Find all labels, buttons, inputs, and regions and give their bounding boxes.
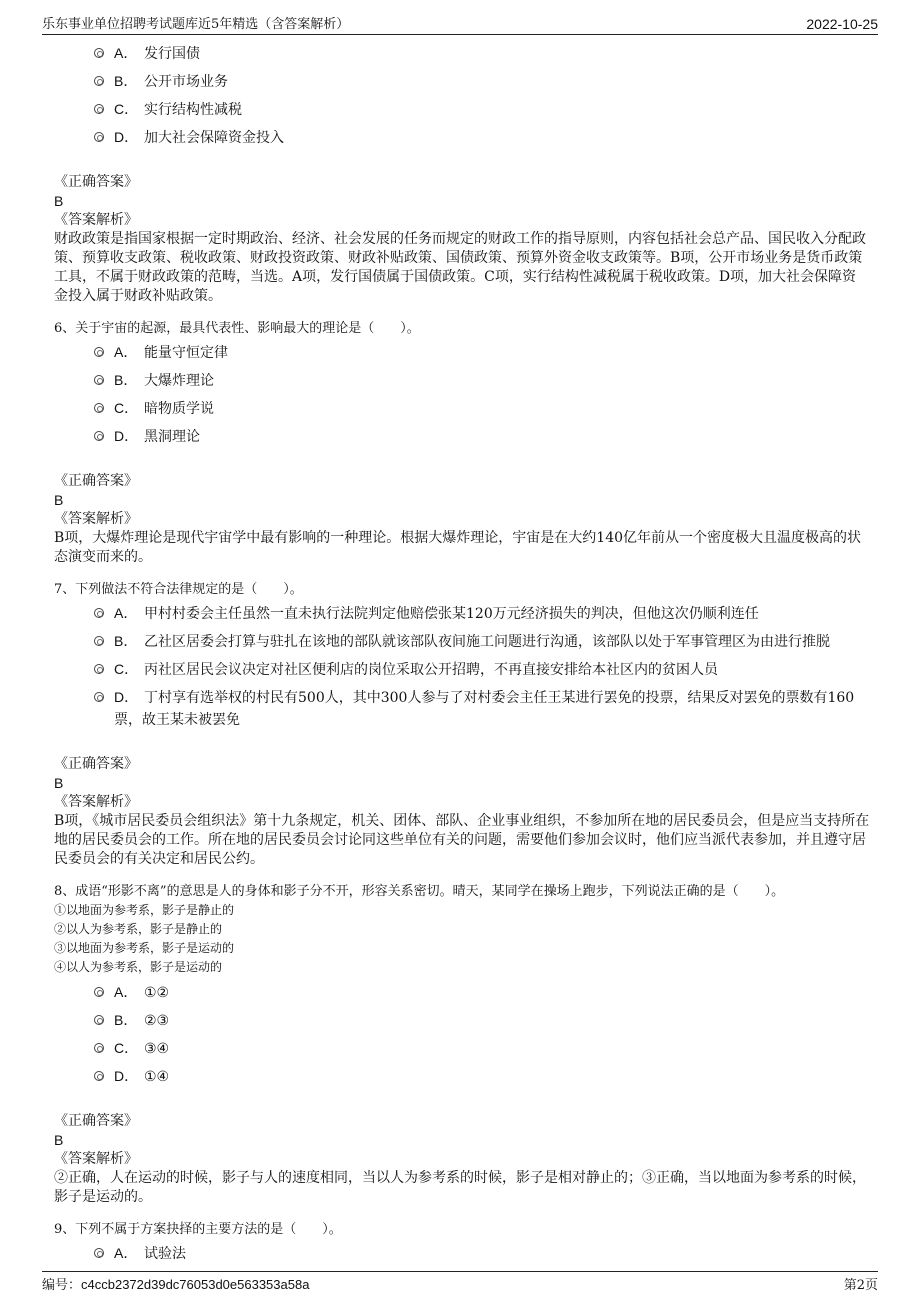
q9-option-a[interactable]: A． 试验法 (54, 1242, 870, 1265)
q7-analysis-label: 《答案解析》 (54, 794, 138, 810)
q9-options (54, 1242, 870, 1265)
q6-answer: B (54, 492, 64, 508)
radio-icon[interactable] (94, 104, 104, 114)
q8-option-d[interactable]: D． ①④ (54, 1065, 870, 1088)
q8-statement-3: ③以地面为参考系，影子是运动的 (54, 941, 235, 955)
radio-icon[interactable] (94, 347, 104, 357)
q6-option-b[interactable]: B． 大爆炸理论 (54, 369, 870, 392)
q8-option-c[interactable]: C． ③④ (54, 1037, 870, 1060)
q6-option-d[interactable]: D． 黑洞理论 (54, 425, 870, 448)
q5-option-a[interactable]: A． 发行国债 (54, 42, 870, 65)
q6-analysis-label: 《答案解析》 (54, 511, 138, 527)
radio-icon[interactable] (94, 76, 104, 86)
q7-option-a[interactable]: A． 甲村村委会主任虽然一直未执行法院判定他赔偿张某120万元经济损失的判决，但他这次仍顺利连任 (54, 602, 870, 625)
q8-question: 8、成语“形影不离”的意思是人的身体和影子分不开，形容关系密切。晴天，某同学在操场上跑步，下列说法正确的是（ ）。 (54, 884, 785, 899)
radio-icon[interactable] (94, 403, 104, 413)
q6-option-c[interactable]: C． 暗物质学说 (54, 397, 870, 420)
q5-analysis-label: 《答案解析》 (54, 212, 138, 228)
q7-option-d[interactable]: D． 丁村享有选举权的村民有500人，其中300人参与了对村委会主任王某进行罢免的投票，结果反对罢免的票数有160票，故王某未被罢免 (54, 686, 870, 731)
q8-option-a[interactable]: A． ①② (54, 981, 870, 1004)
q5-option-c[interactable]: C． 实行结构性减税 (54, 98, 870, 121)
radio-icon[interactable] (94, 1248, 104, 1258)
q6-correct-label: 《正确答案》 (54, 473, 138, 489)
q7-option-b[interactable]: B． 乙社区居委会打算与驻扎在该地的部队就该部队夜间施工问题进行沟通，该部队以处于军事管理区为由进行推脱 (54, 630, 870, 653)
radio-icon[interactable] (94, 664, 104, 674)
page-number: 第2页 (843, 1278, 878, 1293)
q5-option-d[interactable]: D． 加大社会保障资金投入 (54, 126, 870, 149)
page-header (42, 12, 878, 35)
q5-correct-label: 《正确答案》 (54, 174, 138, 190)
radio-icon[interactable] (94, 1043, 104, 1053)
q5-answer: B (54, 193, 64, 209)
radio-icon[interactable] (94, 608, 104, 618)
document-code: 编号：c4ccb2372d39dc76053d0e563353a58a (42, 1277, 310, 1292)
q8-statement-2: ②以人为参考系，影子是静止的 (54, 922, 223, 936)
q8-analysis: ②正确，人在运动的时候，影子与人的速度相同，当以人为参考系的时候，影子是相对静止的；③正确，当以地面为参考系的时候，影子是运动的。 (54, 1170, 866, 1205)
document-title: 乐东事业单位招聘考试题库近5年精选（含答案解析） (42, 17, 350, 32)
page-footer (42, 1271, 878, 1293)
radio-icon[interactable] (94, 1071, 104, 1081)
q7-answer: B (54, 775, 64, 791)
q6-option-a[interactable]: A． 能量守恒定律 (54, 341, 870, 364)
radio-icon[interactable] (94, 431, 104, 441)
q8-options (54, 981, 870, 1088)
q8-option-b[interactable]: B． ②③ (54, 1009, 870, 1032)
q8-analysis-label: 《答案解析》 (54, 1151, 138, 1167)
q5-analysis: 财政政策是指国家根据一定时期政治、经济、社会发展的任务而规定的财政工作的指导原则，内容包括社会总产品、国民收入分配政策、预算收支政策、税收政策、财政投资政策、财政补贴政策、国债政策、预算外资金收支政策等。B项，公开市场业务是货币政策工具，不属于财政政策的范畴，当选。A项，发行国债属于国债政策。C项，实行结构性减税属于税收政策。D项，加大社会保障资金投入属于财政补贴政策。 (54, 231, 866, 304)
q8-statement-4: ④以人为参考系，影子是运动的 (54, 960, 223, 974)
q9-question: 9、下列不属于方案抉择的主要方法的是（ ）。 (54, 1222, 342, 1237)
radio-icon[interactable] (94, 375, 104, 385)
radio-icon[interactable] (94, 987, 104, 997)
q6-question: 6、关于宇宙的起源，最具代表性、影响最大的理论是（ ）。 (54, 321, 420, 336)
radio-icon[interactable] (94, 1015, 104, 1025)
q7-correct-label: 《正确答案》 (54, 756, 138, 772)
q7-option-c[interactable]: C． 丙社区居民会议决定对社区便利店的岗位采取公开招聘，不再直接安排给本社区内的贫困人员 (54, 658, 870, 681)
radio-icon[interactable] (94, 692, 104, 702)
document-date: 2022-10-25 (806, 16, 878, 32)
q7-analysis: B项，《城市居民委员会组织法》第十九条规定，机关、团体、部队、企业事业组织，不参加所在地的居民委员会，但是应当支持所在地的居民委员会的工作。所在地的居民委员会讨论同这些单位有关的问题，需要他们参加会议时，他们应当派代表参加，并且遵守居民委员会的有关决定和居民公约。 (54, 813, 870, 867)
radio-icon[interactable] (94, 48, 104, 58)
q7-options (54, 602, 870, 731)
radio-icon[interactable] (94, 636, 104, 646)
q8-answer: B (54, 1132, 64, 1148)
q6-analysis: B项，大爆炸理论是现代宇宙学中最有影响的一种理论。根据大爆炸理论，宇宙是在大约140亿年前从一个密度极大且温度极高的状态演变而来的。 (54, 530, 862, 565)
page-content (54, 40, 870, 1265)
q6-options (54, 341, 870, 448)
q8-correct-label: 《正确答案》 (54, 1113, 138, 1129)
radio-icon[interactable] (94, 132, 104, 142)
q8-statement-1: ①以地面为参考系，影子是静止的 (54, 903, 235, 917)
q7-question: 7、下列做法不符合法律规定的是（ ）。 (54, 582, 303, 597)
q5-options (54, 42, 870, 149)
q5-option-b[interactable]: B． 公开市场业务 (54, 70, 870, 93)
